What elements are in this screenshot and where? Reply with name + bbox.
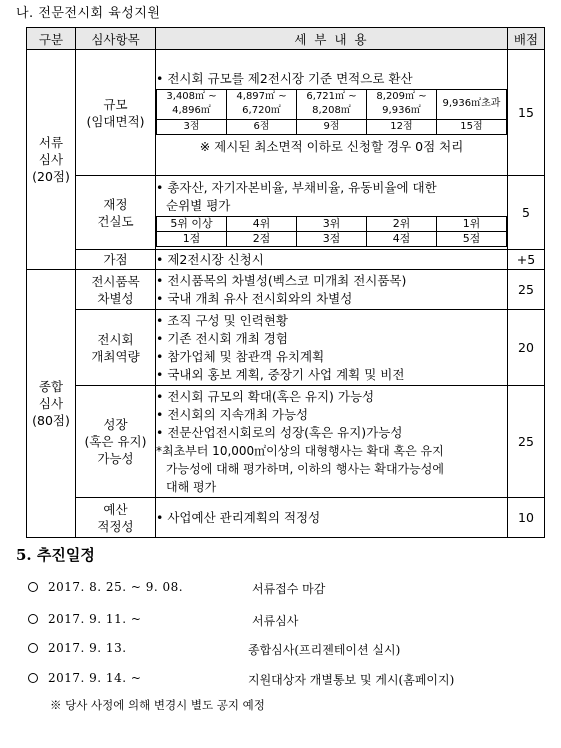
schedule-footnote: ※ 당사 사정에 의해 변경시 별도 공지 예정 — [50, 698, 265, 712]
header-score: 배점 — [508, 28, 545, 50]
item-name-scale: 규모 (임대면적) — [76, 50, 156, 176]
section-title: 나. 전문전시회 육성지원 — [16, 6, 161, 21]
circle-bullet-icon — [28, 582, 38, 592]
item-detail-finance: • 총자산, 자기자본비율, 부채비율, 유동비율에 대한 순위별 평가 5위 이상 4위 3위 2위 1위 1점 2점 3점 4점 5점 — [156, 176, 508, 250]
schedule-row: 2017. 9. 14. ~ 지원대상자 개별통보 및 게시(홈페이지) — [28, 671, 141, 685]
evaluation-table — [26, 27, 545, 538]
item-detail-differentiation: • 전시품목의 차별성(벡스코 미개최 전시품목) • 국내 개최 유사 전시회와의 차별성 — [156, 270, 508, 310]
item-score-differentiation: 25 — [508, 270, 545, 310]
item-score-growth: 25 — [508, 386, 545, 498]
item-detail-budget: • 사업예산 관리계획의 적정성 — [156, 498, 508, 538]
item-name-capability: 전시회 개최역량 — [76, 310, 156, 386]
circle-bullet-icon — [28, 673, 38, 683]
item-name-finance: 재정 건실도 — [76, 176, 156, 250]
table-row — [27, 50, 545, 176]
item-detail-capability: • 조직 구성 및 인력현황 • 기존 전시회 개최 경험 • 참가업체 및 참관객 유치계획 • 국내외 홍보 계획, 중장기 사업 계획 및 비전 — [156, 310, 508, 386]
item-name-bonus: 가점 — [76, 250, 156, 270]
table-row — [27, 270, 545, 310]
table-row — [27, 386, 545, 498]
group-label-comprehensive: 종합 심사 (80점) — [27, 270, 76, 538]
circle-bullet-icon — [28, 614, 38, 624]
item-detail-scale: • 전시회 규모를 제2전시장 기준 면적으로 환산 3,408㎡ ~ 4,896㎡ 4,897㎡ ~ 6,720㎡ 6,721㎡ ~ 8,208㎡ 8,209㎡ ~ 9,936㎡ 9,936㎡초과 3점 6점 9점 12점 15점 ※ 제시된 최소면적 이하로 신청할 경우 0점 처리 — [156, 50, 508, 176]
item-score-bonus: +5 — [508, 250, 545, 270]
item-score-scale: 15 — [508, 50, 545, 176]
group-label-document: 서류 심사 (20점) — [27, 50, 76, 270]
header-detail: 세 부 내 용 — [156, 28, 508, 50]
scale-note: ※ 제시된 최소면적 이하로 신청할 경우 0점 처리 — [199, 138, 464, 154]
finance-rank-table: 5위 이상 4위 3위 2위 1위 1점 2점 3점 4점 5점 — [156, 216, 507, 247]
header-item: 심사항목 — [76, 28, 156, 50]
item-detail-bonus: • 제2전시장 신청시 — [156, 250, 508, 270]
table-row — [27, 310, 545, 386]
item-score-budget: 10 — [508, 498, 545, 538]
schedule-row: 2017. 9. 11. ~ 서류심사 — [28, 612, 141, 626]
table-row — [27, 176, 545, 250]
item-score-capability: 20 — [508, 310, 545, 386]
table-row — [27, 498, 545, 538]
item-detail-growth: • 전시회 규모의 확대(혹은 유지) 가능성 • 전시회의 지속개최 가능성 • 전문산업전시회로의 성장(혹은 유지)가능성 *최초부터 10,000㎡이상의 대형행사는 확대 혹은 유지 가능성에 대해 평가하며, 이하의 행사는 확대가능성에 대해 평가 — [156, 386, 508, 498]
item-name-growth: 성장 (혹은 유지) 가능성 — [76, 386, 156, 498]
circle-bullet-icon — [28, 643, 38, 653]
scale-points-table: 3,408㎡ ~ 4,896㎡ 4,897㎡ ~ 6,720㎡ 6,721㎡ ~ 8,208㎡ 8,209㎡ ~ 9,936㎡ 9,936㎡초과 3점 6점 9점 12점 15점 — [156, 89, 507, 135]
item-name-budget: 예산 적정성 — [76, 498, 156, 538]
schedule-title: 5. 추진일정 — [16, 546, 95, 564]
schedule-row: 2017. 8. 25. ~ 9. 08. 서류접수 마감 — [28, 580, 183, 594]
growth-note: *최초부터 10,000㎡이상의 대형행사는 확대 혹은 유지 — [156, 443, 444, 458]
table-header-row — [27, 28, 545, 50]
schedule-row: 2017. 9. 13. 종합심사(프리젠테이션 실시) — [28, 641, 127, 655]
header-category: 구분 — [27, 28, 76, 50]
item-name-differentiation: 전시품목 차별성 — [76, 270, 156, 310]
table-row — [27, 250, 545, 270]
item-score-finance: 5 — [508, 176, 545, 250]
